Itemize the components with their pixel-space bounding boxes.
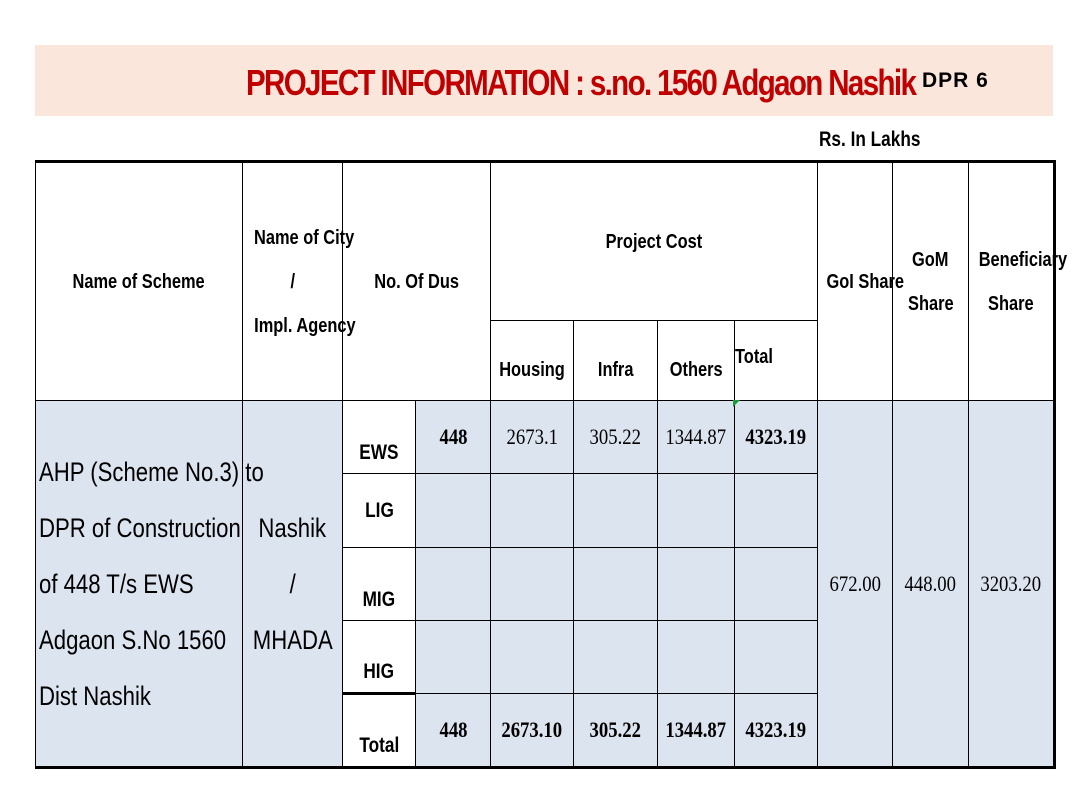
mig-infra [574, 548, 658, 621]
header-housing: Housing [491, 321, 574, 401]
header-dus: No. Of Dus [343, 162, 491, 401]
header-gom-share: GoM Share [893, 162, 969, 401]
header-scheme: Name of Scheme [36, 162, 243, 401]
dpr-label: DPR 6 [922, 69, 989, 92]
gom-share-value: 448.00 [893, 401, 969, 768]
category-mig: MIG [343, 548, 416, 621]
hig-total [735, 621, 818, 694]
header-infra: Infra [574, 321, 658, 401]
lig-others [658, 474, 735, 548]
total-others: 1344.87 [658, 694, 735, 768]
city-agency-cell: Nashik / MHADA [243, 401, 343, 768]
ews-dus: 448 [416, 401, 491, 474]
mig-total [735, 548, 818, 621]
mig-housing [491, 548, 574, 621]
hig-dus [416, 621, 491, 694]
category-hig: HIG [343, 621, 416, 694]
lig-infra [574, 474, 658, 548]
ews-total: 4323.19 [735, 401, 818, 474]
category-total: Total [343, 694, 416, 768]
header-others: Others [658, 321, 735, 401]
total-housing: 2673.10 [491, 694, 574, 768]
hig-housing [491, 621, 574, 694]
total-infra: 305.22 [574, 694, 658, 768]
ews-infra: 305.22 [574, 401, 658, 474]
header-goi-share: GoI Share [818, 162, 893, 401]
mig-others [658, 548, 735, 621]
ews-housing: 2673.1 [491, 401, 574, 474]
cell-comment-marker [733, 400, 740, 407]
beneficiary-share-value: 3203.20 [969, 401, 1055, 768]
mig-dus [416, 548, 491, 621]
hig-infra [574, 621, 658, 694]
units-label: Rs. In Lakhs [819, 128, 921, 151]
lig-housing [491, 474, 574, 548]
lig-dus [416, 474, 491, 548]
page-title: PROJECT INFORMATION : s.no. 1560 Adgaon Nashik [246, 62, 916, 103]
total-total: 4323.19 [735, 694, 818, 768]
lig-total [735, 474, 818, 548]
category-lig: LIG [343, 474, 416, 548]
goi-share-value: 672.00 [818, 401, 893, 768]
header-city: Name of City / Impl. Agency [243, 162, 343, 401]
total-dus: 448 [416, 694, 491, 768]
scheme-name-cell: AHP (Scheme No.3) to DPR of Construction of 448 T/s EWS Adgaon S.No 1560 Dist Nashik [36, 401, 243, 768]
header-project-cost: Project Cost [491, 162, 818, 321]
header-beneficiary-share: Beneficiary Share [969, 162, 1055, 401]
category-ews: EWS [343, 401, 416, 474]
ews-others: 1344.87 [658, 401, 735, 474]
project-info-table [35, 160, 1068, 769]
header-total: Total [735, 321, 818, 401]
hig-others [658, 621, 735, 694]
